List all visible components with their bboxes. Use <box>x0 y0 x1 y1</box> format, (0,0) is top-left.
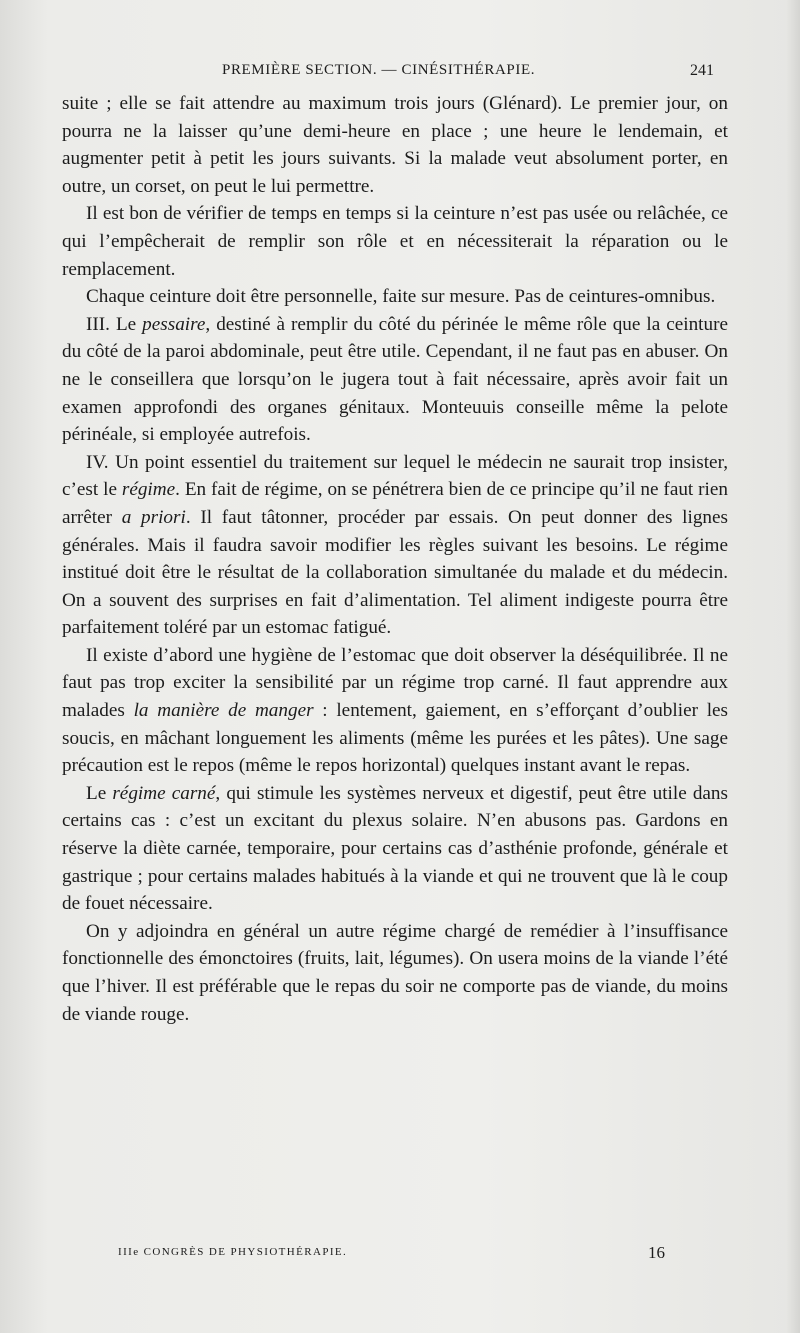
printer-signature-line <box>62 1243 722 1267</box>
running-header <box>62 62 714 86</box>
paragraph <box>62 449 728 642</box>
italic-text: pessaire <box>142 313 206 335</box>
italic-text: régime carné <box>112 782 216 804</box>
paragraph <box>62 642 728 780</box>
paragraph <box>62 200 728 283</box>
page-number: 241 <box>690 62 714 79</box>
signature-number: 16 <box>648 1243 665 1262</box>
italic-text: a priori <box>121 506 186 528</box>
text-run: Il existe d’abord une hygiène de l’estomac que doit observer la déséquilibrée. Il ne faut pas trop exciter la sensibilité par un régime trop carné. Il faut apprendre aux malades <box>62 644 728 722</box>
paragraph <box>62 780 728 918</box>
text-run: : lentement, gaiement, en s’efforçant d’oublier les soucis, en mâchant longuement les aliments (même les purées et les pâtes). Une sage précaution est le repos (même le repos horizontal) quelques instant avant le repas. <box>62 700 729 777</box>
section-title: PREMIÈRE SECTION. — CINÉSITHÉRAPIE. <box>222 62 536 78</box>
text-run: Le <box>86 782 113 804</box>
text-run: Chaque ceinture doit être personnelle, faite sur mesure. Pas de ceintures-omnibus. <box>86 286 716 308</box>
text-run: . En fait de régime, on se pénétrera bien de ce principe qu’il ne faut rien arrêter <box>62 479 728 528</box>
printer-signature: IIIe CONGRÈS DE PHYSIOTHÉRAPIE. <box>118 1246 348 1258</box>
italic-text: la manière de manger <box>133 700 314 722</box>
paragraph <box>62 311 728 449</box>
text-run: , qui stimule les systèmes nerveux et digestif, peut être utile dans certains cas : c’est un excitant du plexus solaire. N’en abusons pas. Gardons en réserve la diète carnée, temporaire, pour certains cas d’asthénie profonde, générale et gastrique ; pour certains malades habitués à la viande et qui ne trouvent que là le coup de fouet nécessaire. <box>62 782 728 915</box>
body-text <box>62 90 728 1028</box>
text-run: On y adjoindra en général un autre régime chargé de remédier à l’insuffisance fonctionnelle des émonctoires (fruits, lait, légumes). On usera moins de la viande l’été que l’hiver. Il est préférable que le repas du soir ne comporte pas de viande, du moins de viande rouge. <box>62 920 728 1025</box>
text-run: , destiné à remplir du côté du périnée le même rôle que la ceinture du côté de la paroi abdominale, peut être utile. Cependant, il ne faut pas en abuser. On ne le conseillera que lorsqu’on le jugera tout à fait nécessaire, après avoir fait un examen approfondi des organes génitaux. Monteuuis conseille même la pelote périnéale, si employée autrefois. <box>62 313 729 446</box>
text-run: Il est bon de vérifier de temps en temps si la ceinture n’est pas usée ou relâchée, ce qui l’empêcherait de remplir son rôle et en nécessiterait la réparation ou le remplacement. <box>62 203 728 280</box>
paragraph <box>62 918 728 1028</box>
paragraph <box>62 90 728 200</box>
text-run: . Il faut tâtonner, procéder par essais. On peut donner des lignes générales. Mais il faudra savoir modifier les règles suivant les besoins. Le régime institué doit être le résultat de la collaboration simultanée du malade et du médecin. On a souvent des surprises en fait d’alimentation. Tel aliment indigeste pourra être parfaitement toléré par un estomac fatigué. <box>62 506 728 639</box>
text-run: III. Le <box>86 313 143 335</box>
paragraph <box>62 283 728 311</box>
italic-text: régime <box>121 479 176 501</box>
text-run: suite ; elle se fait attendre au maximum trois jours (Glénard). Le premier jour, on pourra ne la laisser qu’une demi-heure en place ; une heure le lendemain, et augmenter petit à petit les jours suivants. Si la malade veut absolument porter, en outre, un corset, on peut le lui permettre. <box>62 93 728 197</box>
text-run: IV. Un point essentiel du traitement sur lequel le médecin ne saurait trop insister, c’est le <box>62 451 728 501</box>
